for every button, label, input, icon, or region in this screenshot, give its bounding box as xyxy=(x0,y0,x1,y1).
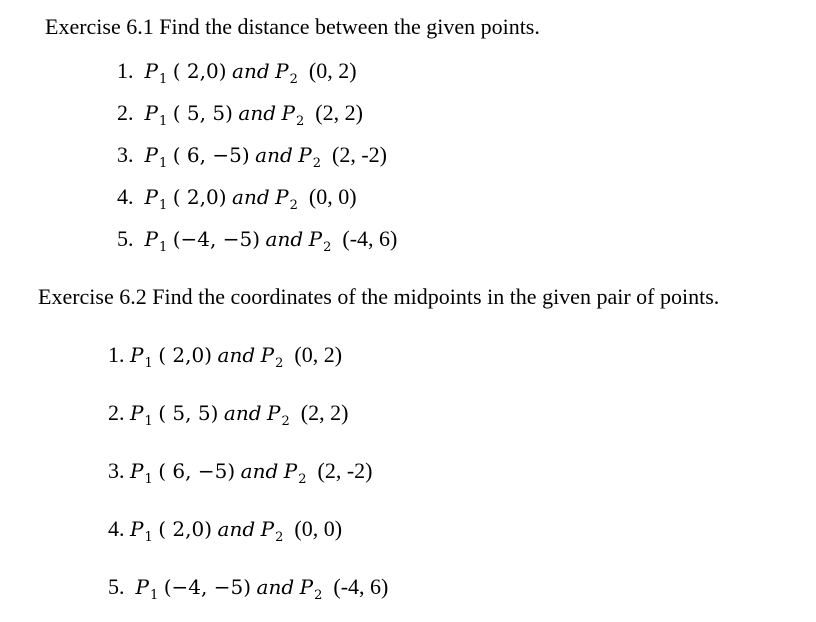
item-number: 4. xyxy=(108,516,125,541)
item-number: 3. xyxy=(108,458,125,483)
point-p1-label: $P_1$ xyxy=(144,59,168,87)
exercise-6-2-item-4 xyxy=(108,516,343,545)
point-p2-coords: (-4, 6) xyxy=(342,226,398,251)
item-number: 5. xyxy=(117,226,134,251)
exercise-6-2-item-2 xyxy=(108,400,349,429)
and-word: and xyxy=(217,517,256,541)
and-word: and xyxy=(232,59,270,83)
point-p2-label: $P_2$ xyxy=(275,59,298,87)
point-p1-coords: ( 6, −5) xyxy=(172,143,250,167)
point-p2-label: $P_2$ xyxy=(267,401,290,429)
and-word: and xyxy=(255,143,293,167)
point-p2-label: $P_2$ xyxy=(308,227,332,255)
exercise-6-2-heading: Exercise 6.2 Find the coordinates of the midpoints in the given pair of points. xyxy=(38,284,720,309)
and-word: and xyxy=(256,575,295,599)
point-p2-coords: (2, 2) xyxy=(300,400,349,425)
point-p2-coords: (0, 0) xyxy=(308,184,357,209)
point-p2-coords: (2, -2) xyxy=(317,458,373,483)
point-p2-label: $P_2$ xyxy=(283,459,307,487)
and-word: and xyxy=(232,185,270,209)
and-word: and xyxy=(217,343,256,367)
exercise-6-1-item-5 xyxy=(117,226,398,255)
exercise-6-2-item-1 xyxy=(108,342,343,371)
point-p1-label: $P_1$ xyxy=(135,575,159,603)
exercise-6-1-item-4 xyxy=(117,184,357,213)
item-number: 3. xyxy=(117,142,134,167)
point-p1-coords: ( 2,0) xyxy=(158,517,213,541)
item-number: 2. xyxy=(108,400,125,425)
exercise-6-2-item-3 xyxy=(108,458,373,487)
point-p2-coords: (2, -2) xyxy=(332,142,387,167)
point-p2-coords: (0, 2) xyxy=(294,342,343,367)
point-p2-label: $P_2$ xyxy=(275,185,298,213)
point-p1-coords: ( 5, 5) xyxy=(172,101,233,125)
exercise-6-1-heading: Exercise 6.1 Find the distance between the given points. xyxy=(45,14,540,39)
and-word: and xyxy=(223,401,262,425)
point-p2-coords: (0, 0) xyxy=(294,516,343,541)
point-p1-coords: ( 5, 5) xyxy=(158,401,219,425)
point-p1-label: $P_1$ xyxy=(130,343,153,371)
exercise-6-1-item-3 xyxy=(117,142,387,171)
point-p1-coords: ( 2,0) xyxy=(172,185,227,209)
point-p1-label: $P_1$ xyxy=(144,101,168,129)
point-p1-coords: ( 2,0) xyxy=(172,59,227,83)
point-p1-coords: ( 6, −5) xyxy=(158,459,236,483)
point-p2-label: $P_2$ xyxy=(260,343,284,371)
point-p1-coords: (−4, −5) xyxy=(172,227,261,251)
item-number: 1. xyxy=(117,58,134,83)
point-p2-coords: (2, 2) xyxy=(315,100,363,125)
item-number: 5. xyxy=(108,574,125,599)
point-p1-label: $P_1$ xyxy=(144,143,168,171)
point-p2-label: $P_2$ xyxy=(298,143,321,171)
exercise-6-1-item-2 xyxy=(117,100,363,129)
exercise-6-1-item-1 xyxy=(117,58,357,87)
item-number: 1. xyxy=(108,342,125,367)
point-p1-label: $P_1$ xyxy=(144,227,168,255)
and-word: and xyxy=(240,459,279,483)
point-p2-coords: (-4, 6) xyxy=(333,574,389,599)
item-number: 4. xyxy=(117,184,134,209)
point-p1-label: $P_1$ xyxy=(130,401,153,429)
point-p1-label: $P_1$ xyxy=(130,517,153,545)
and-word: and xyxy=(265,227,304,251)
point-p2-coords: (0, 2) xyxy=(308,58,357,83)
point-p1-label: $P_1$ xyxy=(144,185,168,213)
point-p1-label: $P_1$ xyxy=(130,459,153,487)
point-p2-label: $P_2$ xyxy=(260,517,284,545)
point-p1-coords: (−4, −5) xyxy=(163,575,252,599)
point-p2-label: $P_2$ xyxy=(299,575,323,603)
exercise-6-2-item-5 xyxy=(108,574,389,603)
item-number: 2. xyxy=(117,100,134,125)
and-word: and xyxy=(238,101,276,125)
point-p1-coords: ( 2,0) xyxy=(158,343,213,367)
point-p2-label: $P_2$ xyxy=(281,101,305,129)
